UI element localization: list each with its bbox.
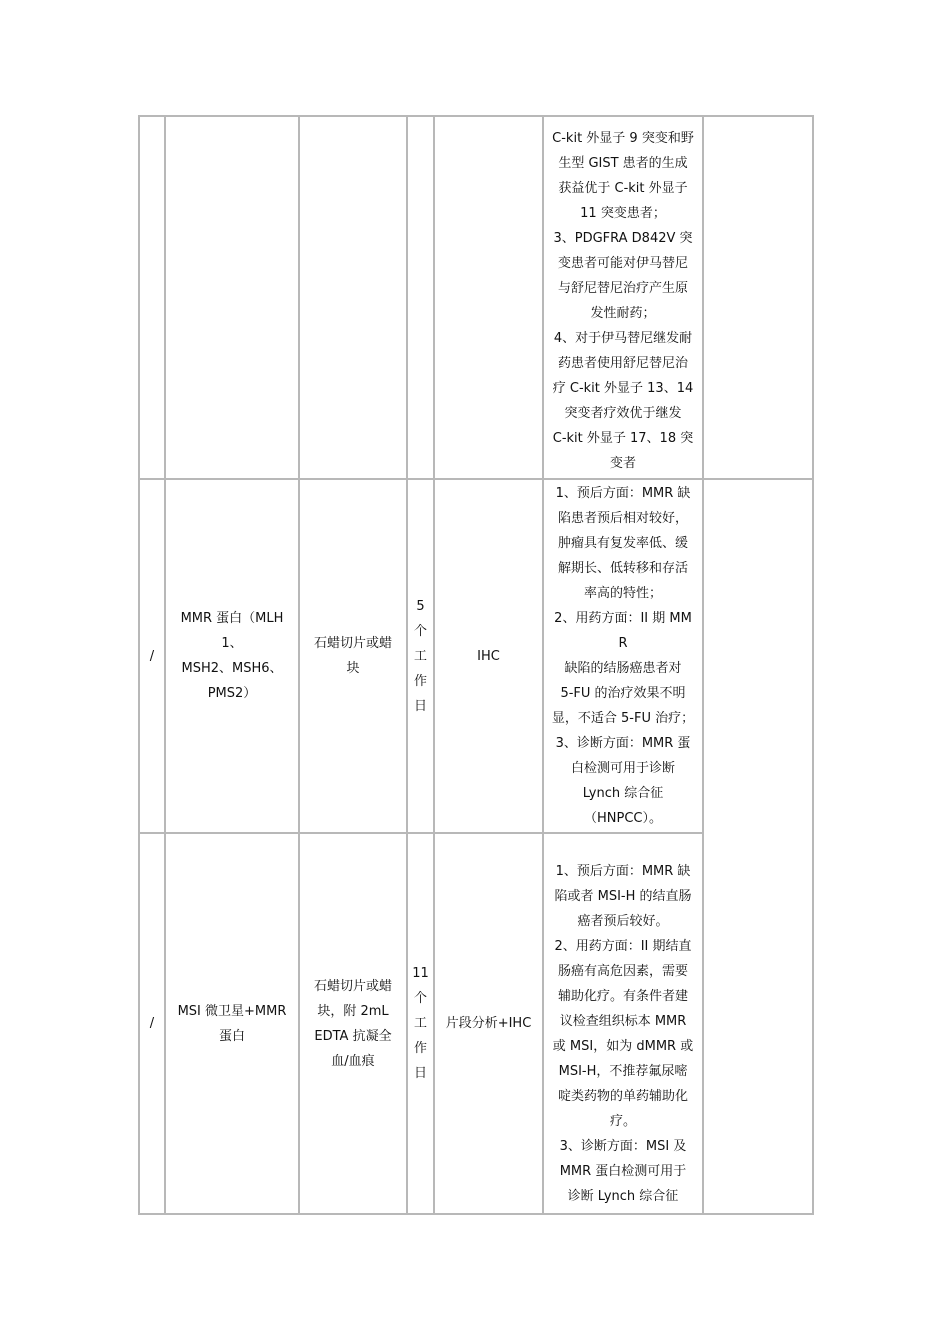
text-line: 2、用药方面：II 期结直 — [554, 939, 692, 954]
method-cell — [435, 834, 544, 1215]
turnaround-cell — [408, 834, 435, 1215]
note-cell — [704, 117, 814, 480]
text-line: 蛋白 — [218, 1028, 245, 1044]
text-line: 药患者使用舒尼替尼治 — [557, 356, 688, 371]
method-cell — [435, 117, 544, 480]
text-line: 工 — [413, 648, 427, 664]
text-line: 3、PDGFRA D842V 突 — [553, 231, 693, 246]
text-line: 4、对于伊马替尼继发耐 — [553, 331, 693, 346]
significance-cell — [544, 117, 704, 480]
text-line: 石蜡切片或蜡 — [313, 978, 392, 994]
text-line: 啶类药物的单药辅助化 — [557, 1089, 688, 1104]
text-line: C-kit 外显子 9 突变和野 — [552, 131, 694, 146]
text-line: 发性耐药； — [590, 306, 656, 321]
text-line: Lynch 综合征 — [582, 786, 664, 801]
text-line: 肠癌有高危因素，需要 — [557, 964, 688, 979]
text-line: 突变者疗效优于继发 — [564, 406, 682, 421]
item-cell — [166, 834, 300, 1215]
text-line: 片段分析+IHC — [445, 1016, 532, 1031]
text-line: 获益优于 C-kit 外显子 — [558, 181, 688, 196]
text-line: 块，附 2mL — [317, 1003, 389, 1019]
table-row — [140, 117, 814, 480]
significance-cell — [544, 834, 704, 1215]
text-line: 作 — [413, 1041, 427, 1056]
index-cell: / — [140, 834, 166, 1215]
table-row — [140, 480, 814, 834]
text-line: 率高的特性； — [583, 586, 662, 601]
text-line: 或 MSI，如为 dMMR 或 — [552, 1039, 694, 1054]
index-cell — [140, 117, 166, 480]
text-line: 3、诊断方面：MMR 蛋 — [555, 736, 691, 751]
text-line: 2、用药方面：II 期 MMR — [554, 611, 692, 651]
text-line: 作 — [413, 673, 427, 689]
text-line: 变患者可能对伊马替尼 — [557, 256, 688, 271]
text-line: MSH2、MSH6、 — [181, 661, 283, 676]
text-line: 工 — [413, 1016, 427, 1031]
text-line: 血/血痕 — [331, 1053, 375, 1069]
text-line: 肿瘤具有复发率低、缓 — [557, 536, 688, 551]
significance-cell — [544, 480, 704, 834]
text-line: 5-FU 的治疗效果不明 — [560, 686, 686, 701]
text-line: 癌者预后较好。 — [577, 914, 669, 929]
text-line: 3、诊断方面：MSI 及 — [559, 1139, 687, 1154]
text-line: 个 — [413, 623, 427, 639]
turnaround-cell — [408, 117, 435, 480]
text-line: 与舒尼替尼治疗产生原 — [557, 281, 688, 296]
sample-cell — [300, 834, 408, 1215]
sample-cell — [300, 117, 408, 480]
text-line: 解期长、低转移和存活 — [557, 561, 688, 576]
note-cell — [704, 480, 814, 1215]
text-line: 生型 GIST 患者的生成 — [558, 156, 688, 171]
text-line: 11 突变患者； — [580, 206, 666, 221]
text-line: C-kit 外显子 17、18 突 — [552, 431, 694, 446]
text-line: （HNPCC）。 — [584, 811, 662, 826]
text-line: 1、预后方面：MMR 缺 — [555, 864, 691, 879]
text-line: IHC — [477, 648, 500, 664]
text-line: 1、预后方面：MMR 缺 — [555, 486, 691, 501]
text-line: MMR 蛋白（MLH1、 — [180, 611, 284, 651]
text-line: EDTA 抗凝全 — [314, 1028, 392, 1044]
text-line: 辅助化疗。有条件者建 — [557, 989, 688, 1004]
text-line: 5 — [416, 598, 425, 614]
text-line: 个 — [413, 991, 427, 1006]
text-line: 变者 — [609, 456, 636, 471]
text-line: 11 — [412, 966, 429, 981]
text-line: 缺陷的结肠癌患者对 — [564, 661, 682, 676]
item-cell — [166, 480, 300, 834]
test-items-table — [138, 115, 814, 1215]
text-line: 石蜡切片或蜡 — [313, 636, 392, 651]
index-cell: / — [140, 480, 166, 834]
text-line: 日 — [413, 698, 427, 714]
item-cell — [166, 117, 300, 480]
text-line: MSI-H，不推荐氟尿嘧 — [558, 1064, 688, 1079]
text-line: 疗 C-kit 外显子 13、14 — [552, 381, 694, 396]
text-line: 日 — [413, 1066, 427, 1081]
text-line: 显，不适合 5-FU 治疗； — [551, 711, 695, 726]
text-line: 诊断 Lynch 综合征 — [567, 1189, 679, 1204]
sample-cell — [300, 480, 408, 834]
text-line: 陷患者预后相对较好， — [557, 511, 688, 526]
text-line: 议检查组织标本 MMR — [559, 1014, 687, 1029]
text-line: MSI 微卫星+MMR — [177, 1003, 287, 1019]
text-line: PMS2） — [207, 686, 257, 701]
method-cell — [435, 480, 544, 834]
text-line: 陷或者 MSI-H 的结直肠 — [554, 889, 692, 904]
text-line: MMR 蛋白检测可用于 — [559, 1164, 687, 1179]
turnaround-cell — [408, 480, 435, 834]
text-line: 块 — [346, 661, 360, 676]
text-line: 疗。 — [609, 1114, 636, 1129]
text-line: 白检测可用于诊断 — [570, 761, 675, 776]
